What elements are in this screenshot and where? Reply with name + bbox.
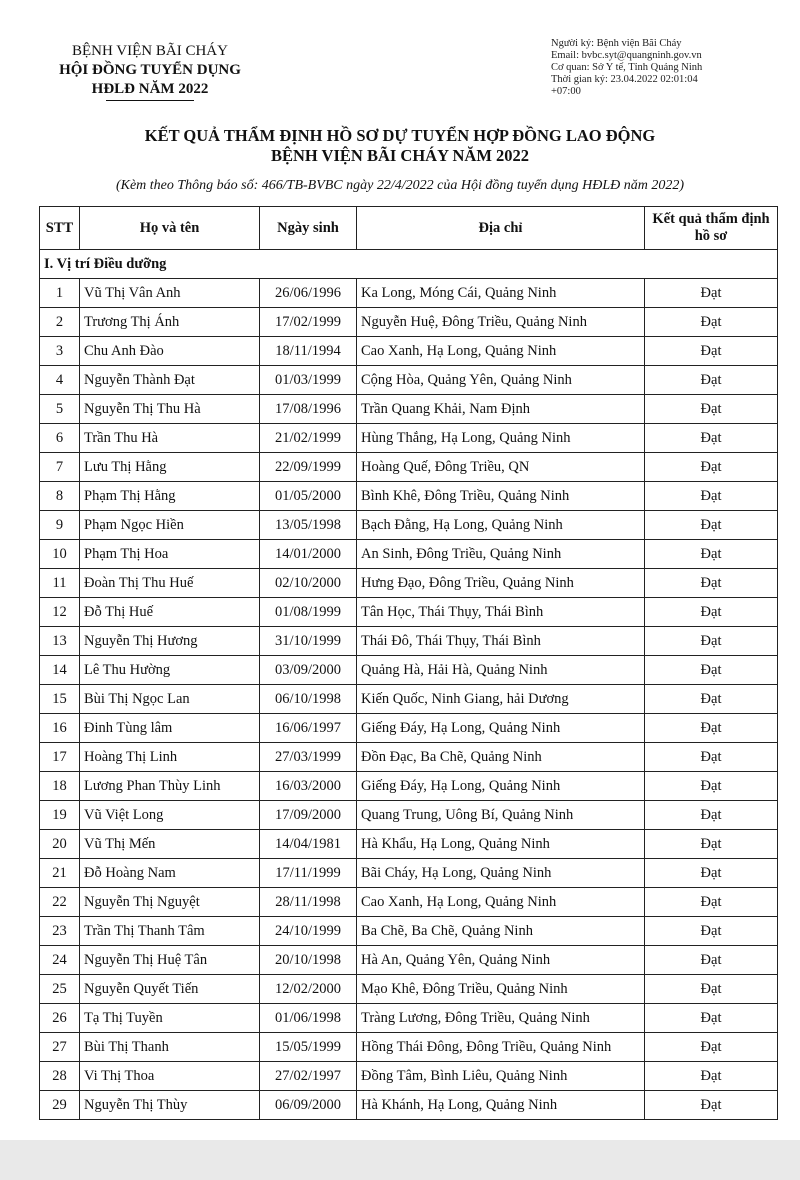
cell-dob: 17/02/1999 [260, 308, 357, 337]
cell-dob: 02/10/2000 [260, 569, 357, 598]
table-row [40, 424, 778, 453]
table-row [40, 395, 778, 424]
cell-stt: 13 [40, 627, 80, 656]
cell-name: Chu Anh Đào [80, 337, 260, 366]
cell-result: Đạt [645, 395, 778, 424]
cell-dob: 17/11/1999 [260, 859, 357, 888]
cell-stt: 14 [40, 656, 80, 685]
cell-dob: 21/02/1999 [260, 424, 357, 453]
cell-stt: 12 [40, 598, 80, 627]
cell-result: Đạt [645, 801, 778, 830]
cell-stt: 2 [40, 308, 80, 337]
cell-address: Giếng Đáy, Hạ Long, Quảng Ninh [357, 714, 645, 743]
cell-address: Tràng Lương, Đông Triều, Quảng Ninh [357, 1004, 645, 1033]
signature-timezone: +07:00 [551, 86, 581, 97]
organization-header [20, 42, 280, 99]
cell-name: Vũ Thị Vân Anh [80, 279, 260, 308]
cell-stt: 22 [40, 888, 80, 917]
cell-name: Lương Phan Thùy Linh [80, 772, 260, 801]
cell-dob: 17/08/1996 [260, 395, 357, 424]
cell-stt: 25 [40, 975, 80, 1004]
cell-name: Lưu Thị Hằng [80, 453, 260, 482]
table-row [40, 656, 778, 685]
cell-stt: 15 [40, 685, 80, 714]
section-row [40, 250, 778, 279]
cell-name: Vi Thị Thoa [80, 1062, 260, 1091]
cell-address: Đồn Đạc, Ba Chẽ, Quảng Ninh [357, 743, 645, 772]
results-table [39, 206, 778, 1120]
table-row [40, 772, 778, 801]
cell-address: Hưng Đạo, Đông Triều, Quảng Ninh [357, 569, 645, 598]
cell-stt: 27 [40, 1033, 80, 1062]
document-subtitle: (Kèm theo Thông báo số: 466/TB-BVBC ngày 22/4/2022 của Hội đồng tuyển dụng HĐLĐ năm 2022) [115, 178, 685, 193]
cell-result: Đạt [645, 279, 778, 308]
cell-name: Trần Thị Thanh Tâm [80, 917, 260, 946]
header-result: Kết quả thẩm định hồ sơ [645, 207, 778, 250]
cell-address: Thái Đô, Thái Thụy, Thái Bình [357, 627, 645, 656]
cell-address: Cao Xanh, Hạ Long, Quảng Ninh [357, 888, 645, 917]
cell-address: Hà Khẩu, Hạ Long, Quảng Ninh [357, 830, 645, 859]
cell-stt: 16 [40, 714, 80, 743]
cell-address: Tân Học, Thái Thụy, Thái Bình [357, 598, 645, 627]
cell-address: Trần Quang Khải, Nam Định [357, 395, 645, 424]
cell-result: Đạt [645, 1062, 778, 1091]
table-row [40, 453, 778, 482]
cell-stt: 19 [40, 801, 80, 830]
cell-name: Bùi Thị Thanh [80, 1033, 260, 1062]
cell-result: Đạt [645, 975, 778, 1004]
cell-result: Đạt [645, 453, 778, 482]
cell-dob: 01/05/2000 [260, 482, 357, 511]
cell-result: Đạt [645, 1091, 778, 1120]
cell-stt: 26 [40, 1004, 80, 1033]
cell-result: Đạt [645, 366, 778, 395]
cell-name: Đinh Tùng lâm [80, 714, 260, 743]
cell-dob: 14/04/1981 [260, 830, 357, 859]
cell-name: Đỗ Hoàng Nam [80, 859, 260, 888]
cell-name: Tạ Thị Tuyền [80, 1004, 260, 1033]
cell-stt: 7 [40, 453, 80, 482]
table-row [40, 540, 778, 569]
cell-name: Phạm Thị Hằng [80, 482, 260, 511]
table-row [40, 337, 778, 366]
cell-dob: 31/10/1999 [260, 627, 357, 656]
cell-address: Nguyễn Huệ, Đông Triều, Quảng Ninh [357, 308, 645, 337]
cell-address: Kiến Quốc, Ninh Giang, hải Dương [357, 685, 645, 714]
cell-result: Đạt [645, 569, 778, 598]
cell-dob: 20/10/1998 [260, 946, 357, 975]
cell-name: Nguyễn Thị Thùy [80, 1091, 260, 1120]
cell-address: Hồng Thái Đông, Đông Triều, Quảng Ninh [357, 1033, 645, 1062]
committee-name: HỘI ĐỒNG TUYỂN DỤNG [59, 62, 241, 78]
cell-result: Đạt [645, 627, 778, 656]
cell-stt: 17 [40, 743, 80, 772]
cell-dob: 13/05/1998 [260, 511, 357, 540]
cell-dob: 01/06/1998 [260, 1004, 357, 1033]
cell-result: Đạt [645, 859, 778, 888]
hospital-name: BỆNH VIỆN BÃI CHÁY [72, 43, 228, 59]
cell-address: Bạch Đằng, Hạ Long, Quảng Ninh [357, 511, 645, 540]
cell-name: Nguyễn Thị Huệ Tân [80, 946, 260, 975]
header-dob: Ngày sinh [260, 207, 357, 250]
table-row [40, 830, 778, 859]
cell-name: Nguyễn Quyết Tiến [80, 975, 260, 1004]
committee-year: HĐLĐ NĂM 2022 [91, 81, 209, 97]
cell-stt: 5 [40, 395, 80, 424]
cell-address: Bãi Cháy, Hạ Long, Quảng Ninh [357, 859, 645, 888]
cell-address: Hùng Thắng, Hạ Long, Quảng Ninh [357, 424, 645, 453]
cell-name: Trần Thu Hà [80, 424, 260, 453]
cell-name: Vũ Việt Long [80, 801, 260, 830]
signature-agency: Cơ quan: Sở Y tế, Tỉnh Quảng Ninh [551, 62, 703, 73]
cell-name: Đỗ Thị Huế [80, 598, 260, 627]
cell-result: Đạt [645, 424, 778, 453]
cell-stt: 21 [40, 859, 80, 888]
cell-name: Lê Thu Hường [80, 656, 260, 685]
document-title [0, 126, 800, 166]
table-row [40, 511, 778, 540]
cell-address: Cao Xanh, Hạ Long, Quảng Ninh [357, 337, 645, 366]
cell-result: Đạt [645, 482, 778, 511]
title-line-2: BỆNH VIỆN BÃI CHÁY NĂM 2022 [270, 146, 530, 165]
cell-result: Đạt [645, 598, 778, 627]
table-row [40, 1091, 778, 1120]
cell-result: Đạt [645, 337, 778, 366]
cell-result: Đạt [645, 743, 778, 772]
cell-result: Đạt [645, 772, 778, 801]
cell-stt: 10 [40, 540, 80, 569]
table-row [40, 569, 778, 598]
header-stt: STT [40, 207, 80, 250]
cell-stt: 28 [40, 1062, 80, 1091]
cell-stt: 11 [40, 569, 80, 598]
table-row [40, 627, 778, 656]
cell-stt: 29 [40, 1091, 80, 1120]
cell-stt: 6 [40, 424, 80, 453]
cell-dob: 17/09/2000 [260, 801, 357, 830]
cell-stt: 9 [40, 511, 80, 540]
cell-result: Đạt [645, 308, 778, 337]
cell-name: Nguyễn Thành Đạt [80, 366, 260, 395]
table-body [40, 250, 778, 1120]
cell-address: Bình Khê, Đông Triều, Quảng Ninh [357, 482, 645, 511]
cell-stt: 23 [40, 917, 80, 946]
table-row [40, 888, 778, 917]
cell-dob: 01/03/1999 [260, 366, 357, 395]
table-header-row [40, 207, 778, 250]
cell-stt: 24 [40, 946, 80, 975]
table-row [40, 714, 778, 743]
cell-result: Đạt [645, 714, 778, 743]
table-row [40, 308, 778, 337]
table-row [40, 598, 778, 627]
cell-result: Đạt [645, 917, 778, 946]
cell-dob: 12/02/2000 [260, 975, 357, 1004]
signature-signer: Người ký: Bệnh viện Bãi Cháy [551, 38, 682, 49]
table-row [40, 946, 778, 975]
cell-stt: 1 [40, 279, 80, 308]
cell-dob: 26/06/1996 [260, 279, 357, 308]
cell-dob: 24/10/1999 [260, 917, 357, 946]
cell-dob: 28/11/1998 [260, 888, 357, 917]
table-row [40, 1062, 778, 1091]
cell-address: An Sinh, Đông Triều, Quảng Ninh [357, 540, 645, 569]
cell-address: Quang Trung, Uông Bí, Quảng Ninh [357, 801, 645, 830]
cell-name: Phạm Ngọc Hiền [80, 511, 260, 540]
cell-name: Trương Thị Ánh [80, 308, 260, 337]
cell-address: Hà Khánh, Hạ Long, Quảng Ninh [357, 1091, 645, 1120]
cell-result: Đạt [645, 830, 778, 859]
cell-stt: 4 [40, 366, 80, 395]
cell-result: Đạt [645, 511, 778, 540]
cell-dob: 01/08/1999 [260, 598, 357, 627]
signature-email: Email: bvbc.syt@quangninh.gov.vn [551, 50, 702, 61]
cell-address: Hoàng Quế, Đông Triều, QN [357, 453, 645, 482]
cell-dob: 06/09/2000 [260, 1091, 357, 1120]
cell-result: Đạt [645, 1004, 778, 1033]
cell-address: Ka Long, Móng Cái, Quảng Ninh [357, 279, 645, 308]
cell-dob: 16/03/2000 [260, 772, 357, 801]
cell-name: Phạm Thị Hoa [80, 540, 260, 569]
cell-stt: 20 [40, 830, 80, 859]
cell-address: Cộng Hòa, Quảng Yên, Quảng Ninh [357, 366, 645, 395]
table-row [40, 801, 778, 830]
cell-dob: 15/05/1999 [260, 1033, 357, 1062]
cell-name: Vũ Thị Mến [80, 830, 260, 859]
table-row [40, 859, 778, 888]
header-name: Họ và tên [80, 207, 260, 250]
cell-stt: 18 [40, 772, 80, 801]
cell-address: Hà An, Quảng Yên, Quảng Ninh [357, 946, 645, 975]
cell-address: Đồng Tâm, Bình Liêu, Quảng Ninh [357, 1062, 645, 1091]
cell-dob: 03/09/2000 [260, 656, 357, 685]
cell-name: Đoàn Thị Thu Huế [80, 569, 260, 598]
cell-dob: 06/10/1998 [260, 685, 357, 714]
cell-result: Đạt [645, 1033, 778, 1062]
cell-result: Đạt [645, 946, 778, 975]
signature-time: Thời gian ký: 23.04.2022 02:01:04 [551, 74, 698, 85]
cell-name: Hoàng Thị Linh [80, 743, 260, 772]
cell-address: Mạo Khê, Đông Triều, Quảng Ninh [357, 975, 645, 1004]
title-line-1: KẾT QUẢ THẨM ĐỊNH HỒ SƠ DỰ TUYỂN HỢP ĐỒNG LAO ĐỘNG [144, 126, 656, 145]
cell-dob: 27/02/1997 [260, 1062, 357, 1091]
table-row [40, 1033, 778, 1062]
table-row [40, 743, 778, 772]
cell-dob: 16/06/1997 [260, 714, 357, 743]
table-row [40, 482, 778, 511]
section-title: I. Vị trí Điều dưỡng [40, 250, 778, 279]
digital-signature-block [551, 38, 791, 98]
cell-result: Đạt [645, 685, 778, 714]
cell-result: Đạt [645, 888, 778, 917]
table-row [40, 1004, 778, 1033]
table-row [40, 366, 778, 395]
cell-result: Đạt [645, 540, 778, 569]
table-row [40, 975, 778, 1004]
cell-dob: 14/01/2000 [260, 540, 357, 569]
table-row [40, 917, 778, 946]
cell-stt: 3 [40, 337, 80, 366]
cell-address: Giếng Đáy, Hạ Long, Quảng Ninh [357, 772, 645, 801]
cell-dob: 22/09/1999 [260, 453, 357, 482]
cell-stt: 8 [40, 482, 80, 511]
header-address: Địa chỉ [357, 207, 645, 250]
cell-result: Đạt [645, 656, 778, 685]
cell-name: Bùi Thị Ngọc Lan [80, 685, 260, 714]
cell-dob: 18/11/1994 [260, 337, 357, 366]
cell-address: Ba Chẽ, Ba Chẽ, Quảng Ninh [357, 917, 645, 946]
cell-dob: 27/03/1999 [260, 743, 357, 772]
table-row [40, 685, 778, 714]
cell-address: Quảng Hà, Hải Hà, Quảng Ninh [357, 656, 645, 685]
cell-name: Nguyễn Thị Thu Hà [80, 395, 260, 424]
table-row [40, 279, 778, 308]
cell-name: Nguyễn Thị Hương [80, 627, 260, 656]
cell-name: Nguyễn Thị Nguyệt [80, 888, 260, 917]
